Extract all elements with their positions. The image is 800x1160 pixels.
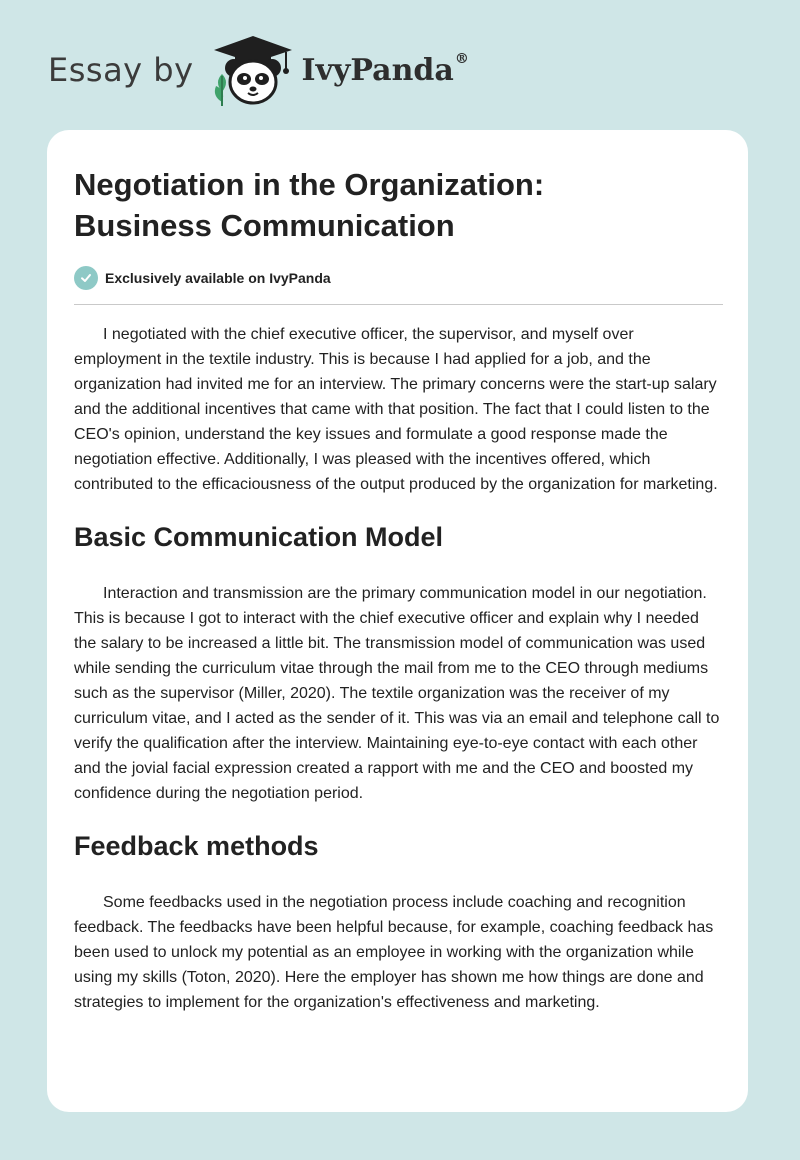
registered-mark: ®: [454, 50, 469, 67]
site-header: [48, 30, 469, 110]
page-title-line1: Negotiation in the Organization:: [74, 167, 545, 202]
page-title-line2: Business Communication: [74, 208, 455, 243]
essay-content: [74, 164, 724, 1015]
exclusive-label: Exclusively available on IvyPanda: [105, 270, 331, 286]
essay-card: [47, 130, 748, 1112]
divider: [74, 304, 723, 305]
brand-name: IvyPanda: [301, 52, 454, 88]
page-title: [74, 164, 724, 246]
essay-by-label: Essay by: [48, 51, 194, 89]
brand-logo-text[interactable]: [301, 50, 469, 88]
paragraph-feedback-methods: Some feedbacks used in the negotiation process include coaching and recognition feedback. The feedbacks have been helpful because, for example, coaching feedback has been used to unlock my potential as an employee in working with the organization while using my skills (Toton, 2020). Here the employer has shown me how things are done and strategies to implement for the organization's effectiveness and marketing.: [74, 894, 714, 1011]
checkmark-icon: [74, 266, 98, 290]
panda-graduate-icon[interactable]: [208, 30, 298, 110]
paragraph-intro: I negotiated with the chief executive officer, the supervisor, and myself over employment in the textile industry. This is because I had applied for a job, and the organization had invited me for an interview. The primary concerns were the start-up salary and the additional incentives that came with that position. The fact that I could listen to the CEO's opinion, understand the key issues and formulate a good response made the negotiation effective. Additionally, I was pleased with the incentives offered, which contributed to the efficaciousness of the output produced by the organization for marketing.: [74, 326, 718, 493]
paragraph-communication-model: Interaction and transmission are the primary communication model in our negotiation. This is because I got to interact with the chief executive officer and explain why I needed the salary to be increased a little bit. The transmission model of communication was used while sending the curriculum vitae through the mail from me to the CEO through mediums such as the supervisor (Miller, 2020). The textile organization was the receiver of my curriculum vitae, and I acted as the sender of it. This was via an email and telephone call to verify the qualification after the interview. Maintaining eye-to-eye contact with each other and the jovial facial expression created a rapport with me and the CEO and boosted my confidence during the negotiation period.: [74, 585, 720, 802]
section-heading-feedback-methods: Feedback methods: [74, 831, 319, 861]
section-heading-communication-model: Basic Communication Model: [74, 522, 444, 552]
exclusive-badge: [74, 265, 724, 291]
